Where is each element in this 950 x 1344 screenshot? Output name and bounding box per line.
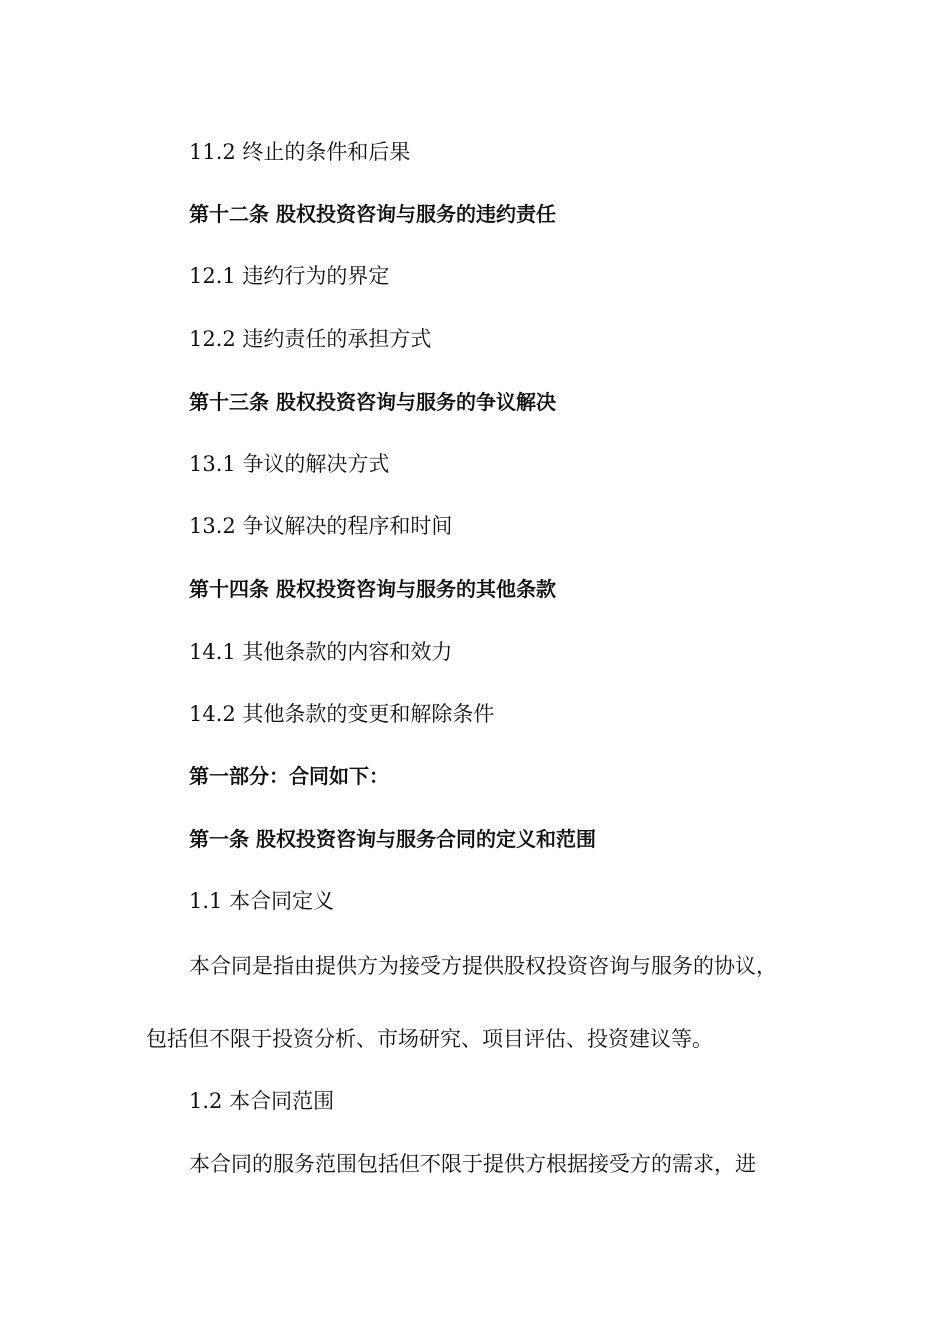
paragraph-1-1-line-1: 本合同是指由提供方为接受方提供股权投资咨询与服务的协议， bbox=[189, 954, 777, 978]
clause-12-1: 12.1 违约行为的界定 bbox=[189, 264, 390, 288]
article-12-heading: 第十二条 股权投资咨询与服务的违约责任 bbox=[189, 202, 556, 226]
part-one-heading: 第一部分：合同如下： bbox=[189, 764, 389, 788]
paragraph-1-2-line-1: 本合同的服务范围包括但不限于提供方根据接受方的需求，进 bbox=[189, 1152, 756, 1176]
clause-13-1: 13.1 争议的解决方式 bbox=[189, 452, 390, 476]
clause-12-2: 12.2 违约责任的承担方式 bbox=[189, 327, 432, 351]
clause-1-1: 1.1 本合同定义 bbox=[189, 889, 335, 913]
clause-14-2: 14.2 其他条款的变更和解除条件 bbox=[189, 702, 495, 726]
paragraph-1-1-line-2: 包括但不限于投资分析、市场研究、项目评估、投资建议等。 bbox=[146, 1027, 713, 1051]
clause-14-1: 14.1 其他条款的内容和效力 bbox=[189, 640, 453, 664]
clause-1-2: 1.2 本合同范围 bbox=[189, 1089, 335, 1113]
article-14-heading: 第十四条 股权投资咨询与服务的其他条款 bbox=[189, 577, 556, 601]
clause-11-2: 11.2 终止的条件和后果 bbox=[189, 140, 411, 164]
clause-13-2: 13.2 争议解决的程序和时间 bbox=[189, 514, 453, 538]
article-13-heading: 第十三条 股权投资咨询与服务的争议解决 bbox=[189, 390, 556, 414]
article-1-heading: 第一条 股权投资咨询与服务合同的定义和范围 bbox=[189, 827, 596, 851]
